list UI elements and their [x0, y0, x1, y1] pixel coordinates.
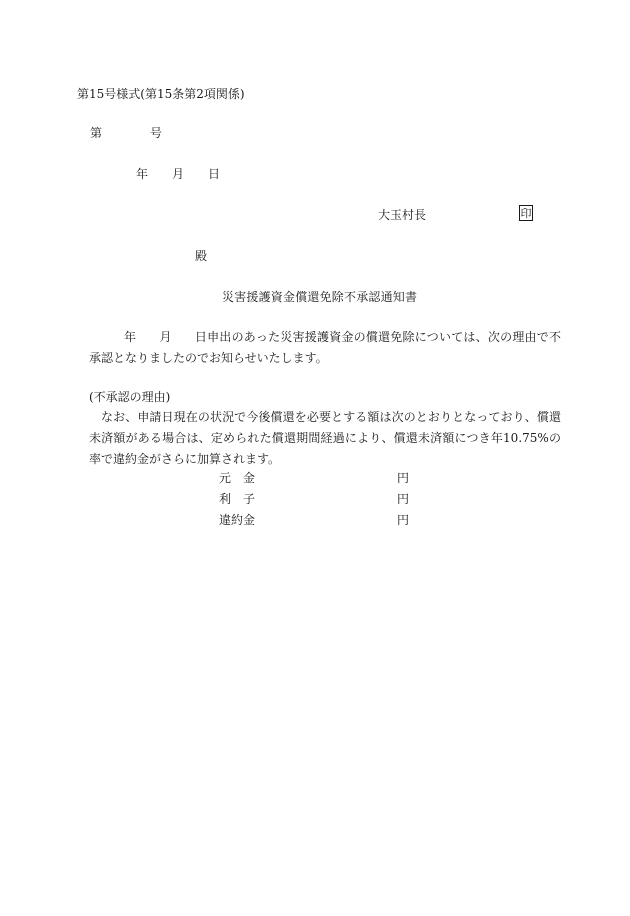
document-number-prefix: 第	[90, 126, 103, 140]
amount-label-interest: 利 子	[219, 492, 256, 506]
body-paragraph	[89, 327, 561, 369]
body-year-label: 年	[124, 330, 137, 344]
form-label: 第15号様式(第15条第2項関係)	[77, 87, 245, 101]
document-number-suffix: 号	[150, 126, 163, 140]
addressee-honorific: 殿	[195, 249, 208, 263]
document-title: 災害援護資金償還免除不承認通知書	[222, 290, 418, 304]
date-month-label: 月	[172, 167, 185, 181]
amount-unit-interest: 円	[397, 492, 410, 506]
date-day-label: 日	[208, 167, 221, 181]
reason-paragraph: なお、申請日現在の状況で今後償還を必要とする額は次のとおりとなっており、償還未済額がある場合は、定められた償還期間経過により、償還未済額につき年10.75%の率で違約金がさらに加算されます。	[89, 410, 561, 466]
amount-unit-penalty: 円	[397, 513, 410, 527]
amount-label-principal: 元 金	[219, 471, 256, 485]
reason-heading: (不承認の理由)	[89, 390, 171, 404]
body-text: 日申出のあった災害援護資金の償還免除については、次の理由で不承認となりましたのでお知らせいたします。	[89, 330, 561, 365]
body-month-label: 月	[159, 330, 172, 344]
issuer-name: 大玉村長	[378, 208, 427, 222]
amount-unit-principal: 円	[397, 471, 410, 485]
amount-label-penalty: 違約金	[219, 513, 256, 527]
date-year-label: 年	[136, 167, 149, 181]
seal-stamp: 印	[520, 207, 532, 220]
